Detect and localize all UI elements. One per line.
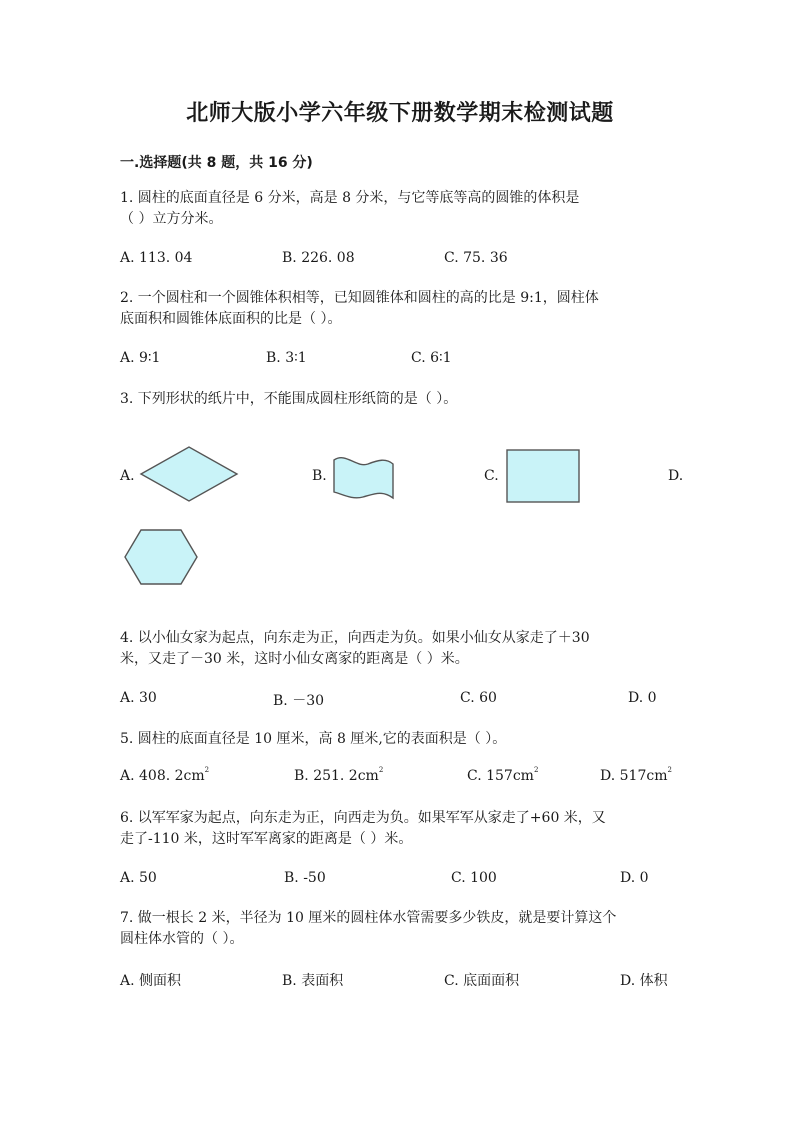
q6-option-a[interactable]: A. 50 — [120, 870, 157, 886]
q7-option-c[interactable]: C. 底面面积 — [444, 973, 520, 989]
q1-option-a[interactable]: A. 113. 04 — [120, 250, 193, 266]
wavy-shape-icon — [330, 454, 398, 502]
q1-option-c[interactable]: C. 75. 36 — [444, 250, 508, 266]
question-7 — [120, 908, 680, 950]
q3-option-b[interactable]: B. — [312, 468, 327, 484]
q4-option-b[interactable]: B. －30 — [273, 693, 325, 709]
question-1-line2: （ ）立方分米。 — [120, 211, 223, 227]
superscript: 2 — [533, 766, 539, 774]
q5-option-a-text: A. 408. 2cm — [120, 768, 205, 784]
question-6-line2: 走了-110 米，这时军军离家的距离是（ ）米。 — [120, 831, 413, 847]
question-3 — [120, 389, 680, 410]
page-title: 北师大版小学六年级下册数学期末检测试题 — [186, 101, 614, 126]
superscript: 2 — [378, 766, 384, 774]
superscript: 2 — [667, 766, 672, 774]
rhombus-shape-icon — [138, 444, 240, 504]
question-6-line1: 6. 以军军家为起点，向东走为正，向西走为负。如果军军从家走了+60 米，又 — [120, 810, 606, 826]
question-7-line2: 圆柱体水管的（ ）。 — [120, 931, 244, 947]
q4-option-c[interactable]: C. 60 — [460, 690, 497, 706]
q2-option-c[interactable]: C. 6∶1 — [411, 350, 452, 366]
q2-option-a[interactable]: A. 9∶1 — [120, 350, 161, 366]
q3-option-d[interactable]: D. — [668, 468, 684, 484]
q6-option-c[interactable]: C. 100 — [451, 870, 497, 886]
q6-option-b[interactable]: B. -50 — [284, 870, 326, 886]
question-2-line1: 2. 一个圆柱和一个圆锥体积相等，已知圆锥体和圆柱的高的比是 9:1，圆柱体 — [120, 290, 599, 306]
q1-option-b[interactable]: B. 226. 08 — [282, 250, 355, 266]
question-4 — [120, 628, 680, 670]
question-4-line2: 米，又走了－30 米，这时小仙女离家的距离是（ ）米。 — [120, 651, 469, 667]
q5-option-c-text: C. 157cm — [467, 768, 534, 784]
q5-option-d-text: D. 517cm — [600, 768, 668, 784]
q7-option-d[interactable]: D. 体积 — [620, 973, 668, 989]
superscript: 2 — [204, 766, 210, 774]
q7-option-b[interactable]: B. 表面积 — [282, 973, 344, 989]
q5-option-b-text: B. 251. 2cm — [294, 768, 379, 784]
q5-option-b[interactable] — [294, 768, 383, 784]
question-6 — [120, 808, 680, 850]
question-2 — [120, 288, 680, 330]
q6-option-d[interactable]: D. 0 — [620, 870, 649, 886]
q5-option-c[interactable] — [467, 768, 538, 784]
question-5 — [120, 729, 680, 750]
question-5-line1: 5. 圆柱的底面直径是 10 厘米，高 8 厘米,它的表面积是（ ）。 — [120, 731, 507, 747]
q3-option-c[interactable]: C. — [484, 468, 499, 484]
q7-option-a[interactable]: A. 侧面积 — [120, 973, 182, 989]
question-1 — [120, 188, 680, 230]
hexagon-shape-icon — [122, 528, 200, 586]
question-7-line1: 7. 做一根长 2 米，半径为 10 厘米的圆柱体水管需要多少铁皮，就是要计算这个 — [120, 910, 617, 926]
q3-option-a[interactable]: A. — [120, 468, 135, 484]
section-heading: 一.选择题(共 8 题，共 16 分) — [120, 155, 313, 171]
question-1-line1: 1. 圆柱的底面直径是 6 分米，高是 8 分米，与它等底等高的圆锥的体积是 — [120, 190, 580, 206]
rectangle-shape-icon — [505, 448, 581, 504]
q4-option-d[interactable]: D. 0 — [628, 690, 657, 706]
q4-option-a[interactable]: A. 30 — [120, 690, 157, 706]
question-3-line1: 3. 下列形状的纸片中，不能围成圆柱形纸筒的是（ ）。 — [120, 391, 458, 407]
question-4-line1: 4. 以小仙女家为起点，向东走为正，向西走为负。如果小仙女从家走了＋30 — [120, 630, 590, 646]
question-2-line2: 底面积和圆锥体底面积的比是（ ）。 — [120, 311, 342, 327]
q5-option-a[interactable] — [120, 768, 209, 784]
q2-option-b[interactable]: B. 3∶1 — [266, 350, 307, 366]
q5-option-d[interactable] — [600, 768, 672, 784]
